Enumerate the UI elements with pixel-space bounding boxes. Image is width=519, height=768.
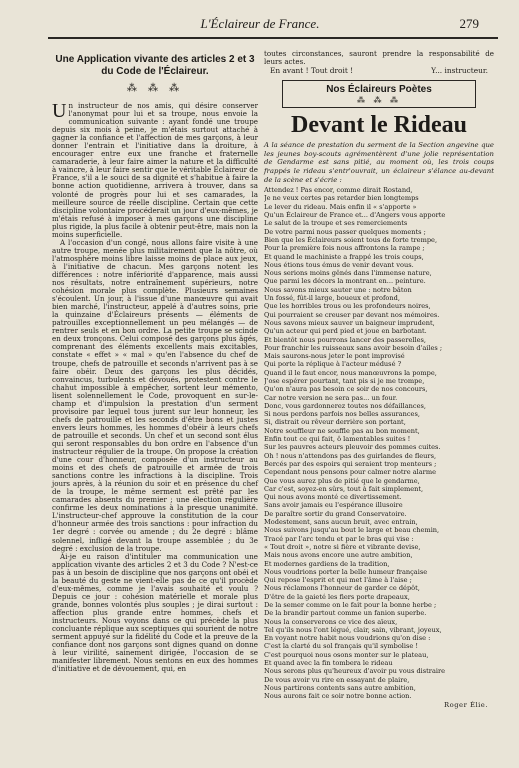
poem-line: Qu'un Éclaireur de France et... d'Angers vous apporte xyxy=(264,211,446,220)
poem-lines xyxy=(264,186,494,700)
poem-line: Et quand le machiniste a frappé les trois coups, xyxy=(264,252,424,261)
header-rule xyxy=(48,37,498,39)
section-title: Nos Éclaireurs Poètes xyxy=(326,83,432,95)
poems-section-box xyxy=(282,80,476,108)
poem-line: Nous la conserverons ce vice des aïeux, xyxy=(264,617,398,626)
poem-line: Nous suivons jusqu'au bout le large et beau chemin, xyxy=(264,526,440,535)
article-paragraph: Ai-je eu raison d'intituler ma communication une application vivante des articles 2 et 3 du Code ? N'est-ce pas à un besoin de discipline que nos garçons ont obéi et la beauté du geste ne vient-elle pas de ce qu'il procède d'eux-mêmes, comme je l'avais souhaité et voulu ? Depuis ce jour : cohésion matérielle et morale plus grande, bonnes volontés plus souples ; je dirai surtout : affection plus grande entre hommes, chefs et instructeurs. Nous voyons dans ce qui précède la plus concluante réplique aux sceptiques qui sourient de notre serment appuyé sur la fidélité du Code et la preuve de la confiance dont nos garçons sont dignes quand on donne à leur virilité, sainement dirigée, l'occasion de se manifester librement. Nous sentons en eux des hommes d'initiative et de dévouement, qui, en xyxy=(52,551,258,674)
poem-line: Nous partirons contents sans autre ambition, xyxy=(264,683,416,692)
article-body xyxy=(52,102,258,673)
right-column xyxy=(264,50,494,710)
running-title: L'Éclaireur de France. xyxy=(200,16,320,31)
poem-line: Et bientôt nous pourrons lancer des passerelles, xyxy=(264,335,426,344)
poem-line: J'ose espérer pourtant, tant pis si je me trompe, xyxy=(264,376,425,385)
poem-line: Sans avoir jamais eu l'espérance illusoire xyxy=(264,501,403,510)
poem-line: Qu'on n'aura pas besoin ce soir de nos concours, xyxy=(264,385,428,394)
poem-line: Tel qu'ils nous l'ont légué, clair, sain, vibrant, joyeux, xyxy=(264,625,442,634)
page-number: 279 xyxy=(459,16,479,31)
poem-line: De paraître sortir du grand Conservatoire. xyxy=(264,509,407,518)
poem-line: Nous réclamons l'honneur de garder ce dépôt, xyxy=(264,584,420,593)
poem-line: D'être de la gaieté les fiers porte drapeaux, xyxy=(264,592,410,601)
poem-line: Pour la première fois nous affrontons la rampe ; xyxy=(264,244,425,253)
poem-line: Mais nous avons encore une autre ambition, xyxy=(264,551,413,560)
poem-line: Que parmi les décors la montrant en... peinture. xyxy=(264,277,426,286)
poem-line: Qui pourraient se creuser par devant nos mémoires. xyxy=(264,310,440,319)
article-paragraph: A l'occasion d'un congé, nous allons faire visite à une autre troupe, menée plus militairement que la nôtre, où l'atmosphère moins libre laisse moins de place aux jeux, à l'initiative de chacun. Mes garçons notent les différences : notre infériorité d'apparence, mais aussi nos résultats, notre entraînement supérieurs, notre cohésion morale plus complète. Plusieurs semaines s'écoulent. Un jour, à l'issue d'une manœuvre qui avait bien marché, l'instructeur, appelé à d'autres soins, prie la quinzaine d'Éclaireurs présents — éléments de patrouilles exceptionnellement un peu mélangés — de rentrer seuls et en bon ordre. La petite troupe se scinde en deux tronçons. Celui composé des garçons plus âgés, comprenant des éléments excellents mais excitables, constate « effet » « mal » qu'en l'absence du chef de troupe, chefs de patrouille et seconds n'arrivent pas à se faire obéir. Deux des garçons les plus décidés, convaincus, turbulents et dévoués, protestent contre le chahut impossible à empêcher, sortent leur mémento, lisent solennellement le Code, provoquent en sur-le-champ et d'impulsion la prestation d'un serment provisoire par lequel tous jurent sur leur honneur, les chefs de patrouille et les seconds d'être bons et justes envers leurs hommes, les hommes d'obéir à leurs chefs de patrouille et seconds. Un chef et un second sont élus qui seront responsables du bon ordre en l'absence d'un instructeur régulier de la troupe. On propose la création d'une cour d'honneur, composée d'un instructeur au moins et des chefs de patrouille et armée de trois sanctions contre les infractions à la discipline. Trois jours après, à la réunion du soir et en présence du chef de la troupe, le même serment est prêté par les camarades absents du premier ; une élection régulière confirme les deux nominations à la presque unanimité. L'instructeur-chef approuve la constitution de la cour d'honneur armée des trois sanctions : pour infraction du 1er degré : corvée ou amende ; du 2e degré : blâme solennel, infligé devant la troupe assemblée ; du 3e degré : exclusion de la troupe. xyxy=(52,237,258,553)
signoff-motto: En avant ! Tout droit ! xyxy=(270,66,354,76)
poem-line: Donc, vous gardonnerez toutes nos défaillances, xyxy=(264,401,426,410)
poem-line: De votre parmi nous passer quelques moments ; xyxy=(264,227,426,236)
article-stars: ⁂ ⁂ ⁂ xyxy=(126,83,184,94)
drop-cap: U xyxy=(52,100,67,122)
poem-line: Nous savons mieux sauter une : notre bâton xyxy=(264,285,412,294)
poem-line: Le lever du rideau. Mais enfin il « s'apporte » xyxy=(264,202,417,211)
signoff-signature: Y... instructeur. xyxy=(431,66,488,76)
poem-line: Que les horribles trous ou les profondeurs noires, xyxy=(264,302,431,311)
section-stars: ⁂ ⁂ ⁂ xyxy=(356,95,402,105)
poem-line: Car c'est, soyez-en sûrs, tout à fait simplement, xyxy=(264,484,424,493)
poem-line: Que vous aurez plus de pitié que le gendarme, xyxy=(264,476,420,485)
poem-line: Mais saurons-nous jeter le pont improvisé xyxy=(264,352,405,361)
poem-line: C'est la clarté du sol français qu'il symbolise ! xyxy=(264,642,419,651)
poem-line: Tracé par l'arc tendu et par le bras qui vise : xyxy=(264,534,414,543)
poem-line: Nous serons plus qu'heureux d'avoir pu vous distraire xyxy=(264,667,446,676)
poem-line: Cependant nous pensons pour calmer notre alarme xyxy=(264,468,436,477)
article-column xyxy=(52,54,258,673)
poem-line: Oh ! nous n'attendons pas des guirlandes de fleurs, xyxy=(264,451,437,460)
poem-line: De la semer comme on le fait pour la bonne herbe ; xyxy=(264,601,437,609)
poem-line: Et quand avec la fin tombera le rideau xyxy=(264,659,393,668)
article-title-line-1: Une Application vivante des articles 2 et 3 xyxy=(55,54,255,65)
poem-line: Nous aurons fait ce soir notre bonne action. xyxy=(264,692,412,701)
article-paragraph xyxy=(52,102,258,239)
article-title xyxy=(52,54,258,78)
poem-line: Qui repose l'esprit et qui met l'âme à l'aise ; xyxy=(264,576,412,585)
poem-line: Attendez ! Pas encor, comme dirait Rostand, xyxy=(264,186,413,195)
poem-line: En voyant notre habit nous voudrions qu'on dise : xyxy=(264,634,431,643)
article-continuation: toutes circonstances, sauront prendre la responsabilité de leurs actes. xyxy=(264,49,494,67)
poem-line: Sur les pauvres acteurs pleuvoir des pommes cuites. xyxy=(264,443,441,452)
poem-line: Nous savons mieux sauver un baigneur imprudent, xyxy=(264,318,435,327)
poem-line: Et modernes gardiens de la tradition, xyxy=(264,559,390,568)
poem-author: Roger Élie. xyxy=(444,700,488,709)
poem-line: Nous voudrions porter la belle humeur française xyxy=(264,567,428,576)
article-signoff xyxy=(264,66,494,75)
poem-line: Je ne veux certes pas retarder bien longtemps xyxy=(264,194,419,203)
poem-line: C'est pourquoi nous osons monter sur le plateau, xyxy=(264,650,429,659)
poem-line: Bercés par des espoirs qui seraient trop menteurs ; xyxy=(264,459,437,468)
poem-line: Notre souffleur ne souffle pas au bon moment, xyxy=(264,426,420,435)
poem-line: Qu'un acteur qui perd pied et joue en barbotant. xyxy=(264,327,427,336)
poem-line: Si nous perdons parfois nos belles assurances, xyxy=(264,410,420,419)
running-head xyxy=(0,16,519,38)
poem-line: Bien que les Éclaireurs soient tous de forte trempe, xyxy=(264,235,438,244)
poem-line: Car notre version ne sera pas... un four. xyxy=(264,393,398,402)
poem-line: Enfin tout ce qui fait, ô lamentables suites ! xyxy=(264,435,411,444)
poem-line: Pour franchir les ruisseaux sans avoir besoin d'ailes ; xyxy=(264,343,443,352)
poem-line: De vous avoir vu rire en essayant de plaire, xyxy=(264,675,410,684)
poem-line: De la brandir partout comme un fanion superbe. xyxy=(264,609,427,618)
article-title-line-2: du Code de l'Éclaireur. xyxy=(101,66,209,77)
poem-line: Nous serions moins gênés dans l'immense nature, xyxy=(264,269,432,278)
poem-line: Nous étions tous émus de venir devant vous. xyxy=(264,260,414,269)
poem-line: Le salut de la troupe et ses remerciements xyxy=(264,219,408,228)
poem-title: Devant le Rideau xyxy=(291,112,467,139)
poem-line: Quand il le faut encor, nous manœuvrons la pompe, xyxy=(264,368,437,377)
poem-line: Qui porte la réplique à l'acteur médusé ? xyxy=(264,360,402,369)
poem-line: « Tout droit », notre si fière et vibrante devise, xyxy=(264,542,421,551)
poem-line: Modestement, sans aucun bruit, avec entrain, xyxy=(264,518,418,527)
poem-intro: A la séance de prestation du serment de la Section angevine que les jeunes boy-scouts agrémentèrent d'une jolie représentation de Gendarme est sans pitié, au moment où, les trois coups frappés le rideau s'entr'ouvrait, un éclaireur s'élance au-devant de la scène et s'écrie : xyxy=(264,141,494,184)
article-paragraph-text: n instructeur de nos amis, qui désire conserver l'anonymat pour lui et sa troupe, nous envoie la communication suivante : ayant fondé une troupe depuis six mois à peine, je m'étais surtout attaché à gagner la confiance et l'affection de mes garçons, à leur donner l'entrain et l'initiative dans la droiture, à encourager entre eux une franche et fraternelle camaraderie, à leur faire aimer la nature et la difficulté à vaincre, à leur faire sentir que le véritable Éclaireur de France, s'il a le souci de sa dignité et s'habitue à faire la bonne action quotidienne, arrivera à trouver, dans sa volonté de progrès pour lui et ses camarades, la meilleure source de réelle discipline. Certain que cette discipline volontaire procéderait un jour d'eux-mêmes, je m'étais refusé à imposer à mes garçons une discipline plus rigide, la plus facile à obtenir peut-être, mais non la moins superficielle. xyxy=(52,101,258,239)
poem-line: Qui nous avons monté ce divertissement. xyxy=(264,493,402,502)
poem-line: Si, distrait ou rêveur derrière son portant, xyxy=(264,418,406,427)
poem-line: Un fossé, fût-il large, boueux et profond, xyxy=(264,294,400,303)
